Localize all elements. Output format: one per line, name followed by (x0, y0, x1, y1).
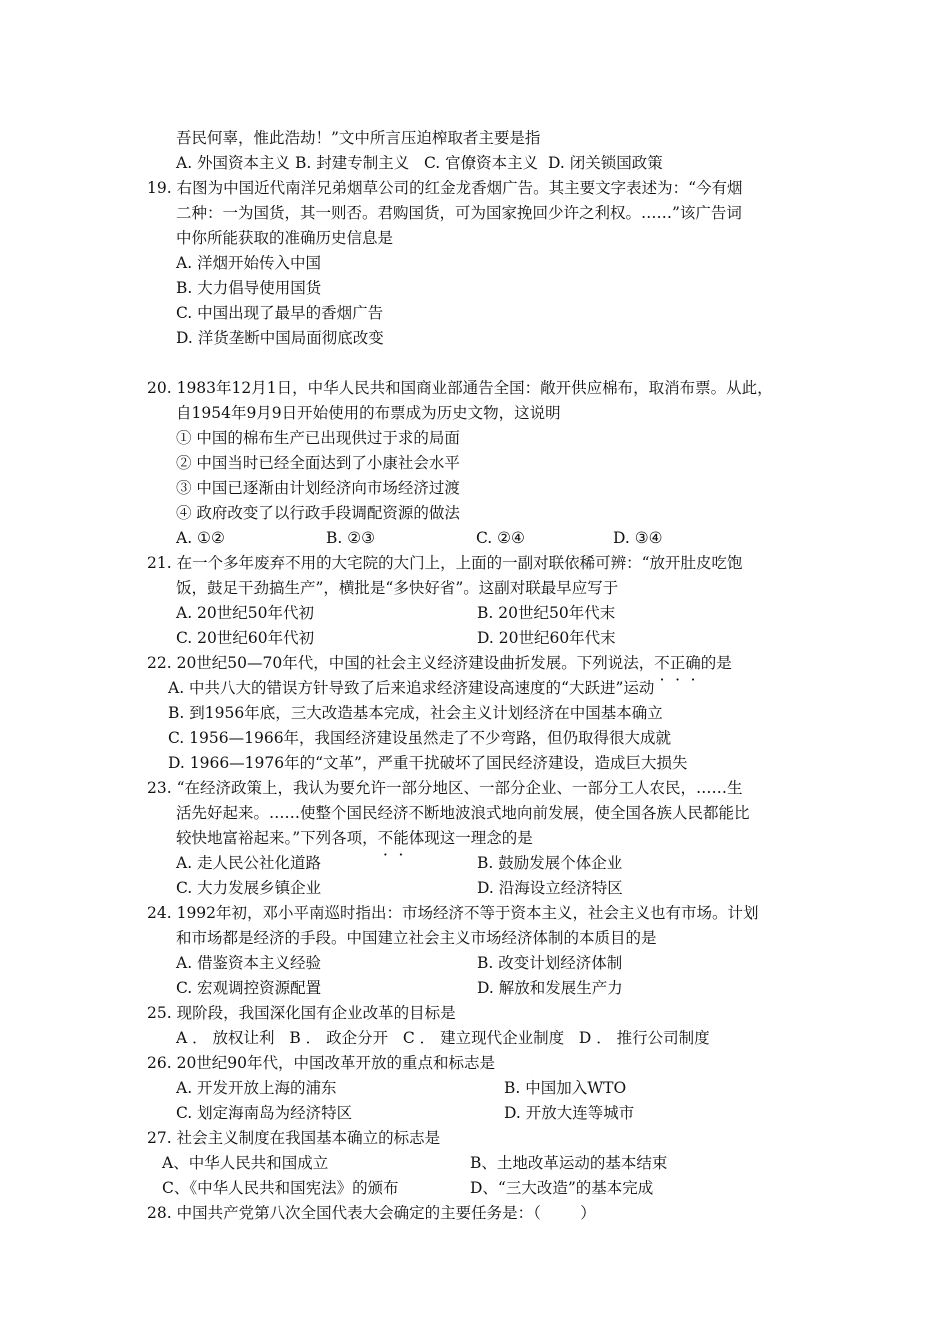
q20-stem-line2: 自1954年9月9日开始使用的布票成为历史文物，这说明 (176, 404, 561, 422)
q22-stem-pre: 22. 20世纪50—70年代，中国的社会主义经济建设曲折发展。下列说法， (147, 654, 655, 672)
q23-emphasis-char-1: 不 (377, 829, 394, 847)
q28-stem: 28. 中国共产党第八次全国代表大会确定的主要任务是：（ ） (147, 1204, 596, 1222)
q27-option-c: C、《中华人民共和国宪法》的颁布 (162, 1179, 399, 1197)
q20-option-c: C. ②④ (476, 529, 525, 547)
q24-option-d: D. 解放和发展生产力 (477, 979, 623, 997)
q23-emphasis-char-2: 能 (393, 829, 409, 847)
q21-stem-line1: 21. 在一个多年废弃不用的大宅院的大门上，上面的一副对联依稀可辨：“放开肚皮吃饱 (147, 554, 743, 572)
q24-option-a: A. 借鉴资本主义经验 (176, 954, 322, 972)
q23-stem-pre: 较快地富裕起来。”下列各项， (176, 829, 378, 847)
q21-option-a: A. 20世纪50年代初 (176, 604, 314, 622)
q21-option-b: B. 20世纪50年代末 (477, 604, 616, 622)
q19-stem-line3: 中你所能获取的准确历史信息是 (176, 229, 394, 247)
q26-option-b: B. 中国加入WTO (504, 1079, 627, 1097)
q22-emphasis-char-1: 不 (654, 654, 670, 672)
q25-options: A ． 放权让利 B ． 政企分开 C ． 建立现代企业制度 D ． 推行公司制度 (176, 1029, 710, 1047)
q22-option-c: C. 1956—1966年，我国经济建设虽然走了不少弯路，但仍取得很大成就 (168, 729, 672, 747)
q19-option-a: A. 洋烟开始传入中国 (176, 254, 322, 272)
q26-option-d: D. 开放大连等城市 (504, 1104, 635, 1122)
q27-stem: 27. 社会主义制度在我国基本确立的标志是 (147, 1129, 441, 1147)
q22-option-a: A. 中共八大的错误方针导致了后来追求经济建设高速度的“大跃进”运动 (168, 679, 655, 697)
q21-stem-line2: 饭，鼓足干劲搞生产”，横批是“多快好省”。这副对联最早应写于 (176, 579, 619, 597)
q23-stem-line1: 23. “在经济政策上，我认为要允许一部分地区、一部分企业、一部分工人农民，……生 (147, 779, 743, 797)
q22-stem-post: 的是 (700, 654, 732, 672)
q22-option-d: D. 1966—1976年的“文革”，严重干扰破坏了国民经济建设，造成巨大损失 (168, 754, 688, 772)
q20-option-b: B. ②③ (326, 529, 376, 547)
q20-statement-2: ② 中国当时已经全面达到了小康社会水平 (176, 454, 460, 472)
q19-option-d: D. 洋货垄断中国局面彻底改变 (176, 329, 384, 347)
q23-stem-line3 (176, 828, 533, 848)
q27-option-d: D、“三大改造”的基本完成 (470, 1179, 654, 1197)
q20-statement-1: ① 中国的棉布生产已出现供过于求的局面 (176, 429, 460, 447)
q20-statement-3: ③ 中国已逐渐由计划经济向市场经济过渡 (176, 479, 460, 497)
q21-option-c: C. 20世纪60年代初 (176, 629, 315, 647)
q22-emphasis-char-3: 确 (685, 654, 701, 672)
q20-option-d: D. ③④ (613, 529, 663, 547)
q24-stem-line2: 和市场都是经济的手段。中国建立社会主义市场经济体制的本质目的是 (176, 929, 657, 947)
q24-option-b: B. 改变计划经济体制 (477, 954, 623, 972)
q19-option-b: B. 大力倡导使用国货 (176, 279, 322, 297)
q23-option-a: A. 走人民公社化道路 (176, 854, 322, 872)
q26-option-a: A. 开发开放上海的浦东 (176, 1079, 337, 1097)
q20-option-a: A. ①② (176, 529, 225, 547)
q19-stem-line1: 19. 右图为中国近代南洋兄弟烟草公司的红金龙香烟广告。其主要文字表述为：“今有烟 (147, 179, 743, 197)
q22-stem (147, 653, 732, 673)
q24-option-c: C. 宏观调控资源配置 (176, 979, 322, 997)
q22-option-b: B. 到1956年底，三大改造基本完成，社会主义计划经济在中国基本确立 (168, 704, 663, 722)
q23-stem-line2: 活先好起来。……使整个国民经济不断地波浪式地向前发展，使全国各族人民都能比 (176, 804, 750, 822)
q23-stem-post: 体现这一理念的是 (408, 829, 533, 847)
q18-options: A. 外国资本主义 B. 封建专制主义 C. 官僚资本主义 D. 闭关锁国政策 (176, 154, 663, 172)
q23-option-d: D. 沿海设立经济特区 (477, 879, 623, 897)
q22-emphasis-char-2: 正 (669, 654, 686, 672)
q26-option-c: C. 划定海南岛为经济特区 (176, 1104, 353, 1122)
q23-option-b: B. 鼓励发展个体企业 (477, 854, 623, 872)
q24-stem-line1: 24. 1992年初，邓小平南巡时指出：市场经济不等于资本主义，社会主义也有市场。计划 (147, 904, 759, 922)
q20-statement-4: ④ 政府改变了以行政手段调配资源的做法 (176, 504, 460, 522)
q25-stem: 25. 现阶段，我国深化国有企业改革的目标是 (147, 1004, 456, 1022)
q20-stem-line1: 20. 1983年12月1日，中华人民共和国商业部通告全国：敞开供应棉布，取消布票。从此， (147, 379, 773, 397)
q19-stem-line2: 二种：一为国货，其一则否。君购国货，可为国家挽回少许之利权。……”该广告词 (176, 204, 742, 222)
q27-option-b: B、土地改革运动的基本结束 (470, 1154, 668, 1172)
q19-option-c: C. 中国出现了最早的香烟广告 (176, 304, 384, 322)
q23-option-c: C. 大力发展乡镇企业 (176, 879, 322, 897)
q18-stem-cont: 吾民何辜，惟此浩劫！”文中所言压迫榨取者主要是指 (176, 129, 541, 147)
q21-option-d: D. 20世纪60年代末 (477, 629, 616, 647)
q27-option-a: A、中华人民共和国成立 (162, 1154, 329, 1172)
q26-stem: 26. 20世纪90年代，中国改革开放的重点和标志是 (147, 1054, 496, 1072)
